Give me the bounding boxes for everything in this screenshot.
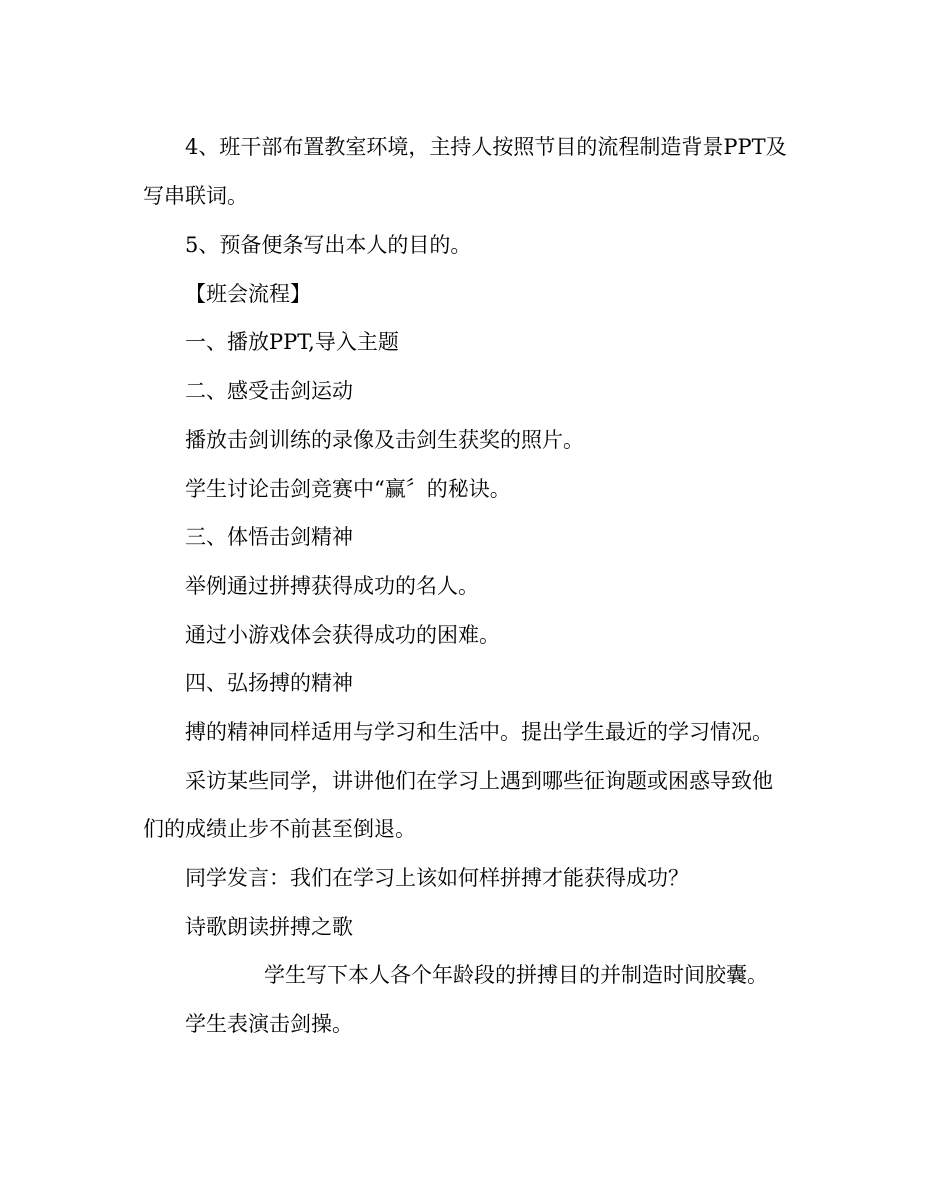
prep-item-5: 5、预备便条写出本人的目的。 <box>185 233 472 257</box>
prep-item-4-line-1: 4、班干部布置教室环境，主持人按照节目的流程制造背景PPT及 <box>185 135 787 159</box>
step-4-item-4: 诗歌朗读拼搏之歌 <box>185 915 353 939</box>
step-4-item-2-line-1: 采访某些同学，讲讲他们在学习上遇到哪些征询题或困惑导致他 <box>185 769 773 793</box>
step-3-item-1: 举例通过拼搏获得成功的名人。 <box>185 574 479 598</box>
step-4-item-2-line-2: 们的成绩止步不前甚至倒退。 <box>143 817 416 841</box>
step-2-item-2: 学生讨论击剑竞赛中“赢〞的秘诀。 <box>185 477 511 501</box>
step-3-item-2: 通过小游戏体会获得成功的困难。 <box>185 623 500 647</box>
prep-item-4-line-2: 写串联词。 <box>143 184 248 208</box>
step-2-heading: 二、感受击剑运动 <box>185 379 353 403</box>
step-4-item-5: 学生写下本人各个年龄段的拼搏目的并制造时间胶囊。 <box>264 963 768 987</box>
step-4-item-1: 搏的精神同样适用与学习和生活中。提出学生最近的学习情况。 <box>185 720 773 744</box>
step-4-item-6: 学生表演击剑操。 <box>185 1012 353 1036</box>
section-heading-class-meeting-flow: 【班会流程】 <box>185 282 311 306</box>
step-1-heading: 一、播放PPT,导入主题 <box>185 330 399 354</box>
step-3-heading: 三、体悟击剑精神 <box>185 525 353 549</box>
step-4-item-3: 同学发言：我们在学习上该如何样拼搏才能获得成功？ <box>185 866 689 890</box>
step-2-item-1: 播放击剑训练的录像及击剑生获奖的照片。 <box>185 428 584 452</box>
step-4-heading: 四、弘扬搏的精神 <box>185 671 353 695</box>
